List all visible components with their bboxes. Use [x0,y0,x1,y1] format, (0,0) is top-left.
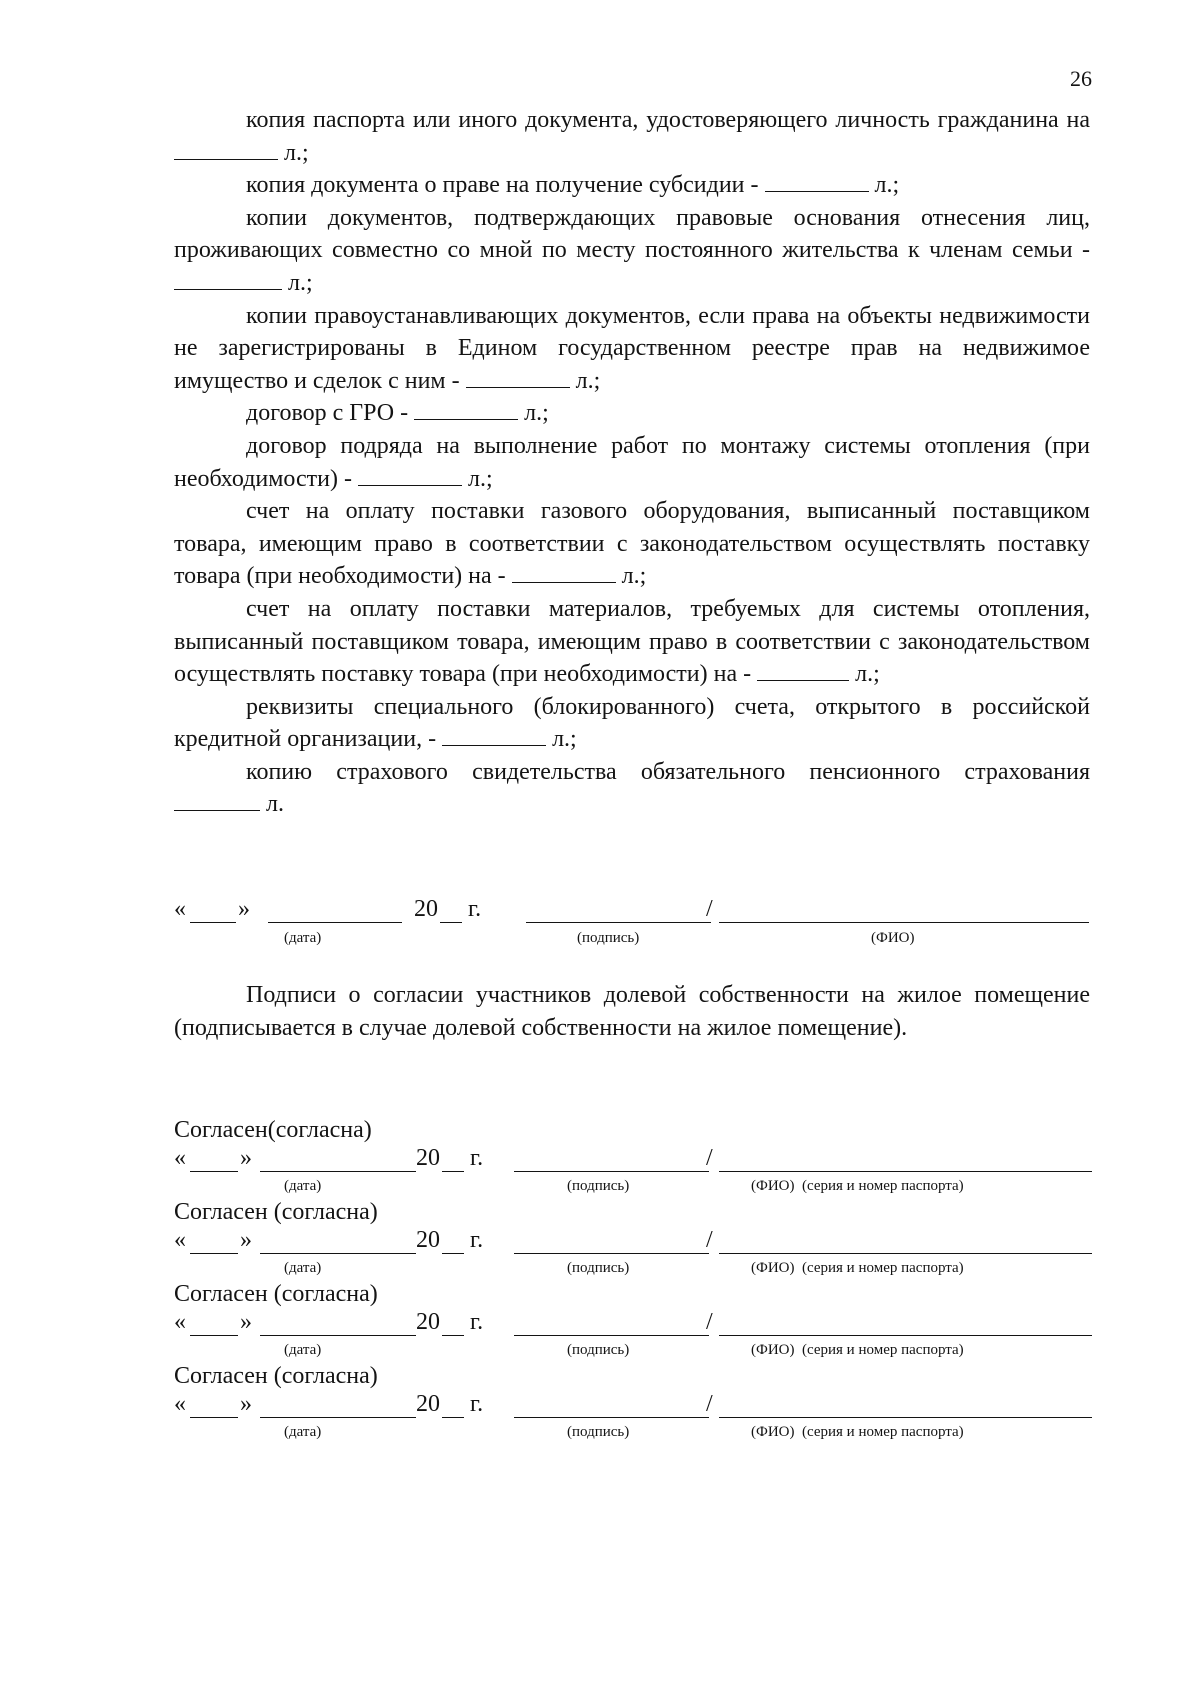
day-field[interactable] [190,1253,238,1254]
consent-signatures [174,1115,1094,1443]
signature-field[interactable] [526,922,711,923]
document-item-text: счет на оплату поставки материалов, требуемых для системы отопления, выписанный поставщиком товара, имеющим право в соответствии с законодательством осуществлять поставку товара (при необходимости) на - [174,595,1090,688]
document-item-text: копии документов, подтверждающих правовые основания отнесения лиц, проживающих совместно со мной по месту постоянного жительства к членам семьи - [174,204,1090,264]
year-suffix: г. [470,1391,484,1417]
year-field[interactable] [440,922,462,923]
fio-field[interactable] [719,1417,1092,1418]
slash: / [706,1309,713,1335]
document-item [174,495,1090,593]
consent-paragraph: Подписи о согласии участников долевой собственности на жилое помещение (подписывается в случае долевой собственности на жилое помещение). [174,982,1090,1041]
sheet-unit: л.; [569,367,601,394]
consent-entry [174,1197,1094,1279]
year-prefix: 20 [416,1309,440,1335]
consent-entry [174,1279,1094,1361]
year-suffix: г. [468,896,482,922]
document-item [174,430,1090,495]
slash: / [706,1145,713,1171]
sheet-count-field[interactable] [442,723,546,746]
open-quote: « [174,1391,186,1417]
fio-passport-caption: (ФИО) (серия и номер паспорта) [751,1342,964,1358]
fio-field[interactable] [719,922,1089,923]
applicant-signature [174,896,1094,950]
fio-field[interactable] [719,1171,1092,1172]
signature-field[interactable] [514,1171,709,1172]
document-list [174,104,1090,821]
close-quote: » [240,1309,252,1335]
document-item [174,169,1090,202]
fio-passport-caption: (ФИО) (серия и номер паспорта) [751,1260,964,1276]
date-caption: (дата) [284,1342,322,1358]
sheet-unit: л. [260,791,284,818]
year-field[interactable] [442,1417,464,1418]
month-field[interactable] [260,1171,416,1172]
sheet-count-field[interactable] [466,365,570,388]
sheet-unit: л.; [518,400,549,427]
consent-label: Согласен (согласна) [174,1281,378,1307]
document-item-text: копия документа о праве на получение субсидии - [246,172,765,199]
signature-field[interactable] [514,1253,709,1254]
sheet-unit: л.; [615,563,647,590]
year-prefix: 20 [416,1145,440,1171]
date-caption: (дата) [284,1424,322,1440]
year-suffix: г. [470,1145,484,1171]
close-quote: » [240,1145,252,1171]
sheet-count-field[interactable] [414,397,518,420]
open-quote: « [174,1227,186,1253]
signature-caption: (подпись) [567,1342,630,1358]
document-item [174,756,1090,821]
sheet-unit: л.; [282,269,313,296]
close-quote: » [240,1227,252,1253]
sheet-count-field[interactable] [174,137,278,160]
month-field[interactable] [260,1253,416,1254]
sheet-count-field[interactable] [174,267,282,290]
slash: / [706,1227,713,1253]
signature-field[interactable] [514,1417,709,1418]
open-quote: « [174,896,186,922]
consent-entry [174,1361,1094,1443]
document-item [174,202,1090,300]
fio-passport-caption: (ФИО) (серия и номер паспорта) [751,1424,964,1440]
sheet-count-field[interactable] [757,658,849,681]
year-field[interactable] [442,1171,464,1172]
year-field[interactable] [442,1335,464,1336]
fio-field[interactable] [719,1335,1092,1336]
document-item-text: договор подряда на выполнение работ по монтажу системы отопления (при необходимости) - [174,432,1090,492]
document-item [174,104,1090,169]
date-caption: (дата) [284,1178,322,1194]
document-item-text: договор с ГРО - [246,400,415,427]
year-suffix: г. [470,1309,484,1335]
close-quote: » [238,896,250,922]
sheet-count-field[interactable] [358,463,462,486]
consent-entry [174,1115,1094,1197]
document-item [174,397,1090,430]
month-field[interactable] [260,1417,416,1418]
close-quote: » [240,1391,252,1417]
sheet-unit: л.; [868,172,900,199]
year-prefix: 20 [416,1391,440,1417]
signature-caption: (подпись) [567,1260,630,1276]
sheet-count-field[interactable] [174,788,260,811]
document-item-text: копию страхового свидетельства обязательного пенсионного страхования [246,758,1090,785]
sheet-count-field[interactable] [765,169,869,192]
document-item [174,593,1090,691]
day-field[interactable] [190,1417,238,1418]
day-field[interactable] [190,922,236,923]
document-item [174,691,1090,756]
consent-label: Согласен(согласна) [174,1117,372,1143]
fio-passport-caption: (ФИО) (серия и номер паспорта) [751,1178,964,1194]
signature-caption: (подпись) [567,1424,630,1440]
sheet-unit: л.; [849,661,880,688]
year-prefix: 20 [416,1227,440,1253]
document-item-text: копия паспорта или иного документа, удостоверяющего личность гражданина на [246,107,1090,133]
open-quote: « [174,1309,186,1335]
signature-caption: (подпись) [577,930,640,946]
month-field[interactable] [260,1335,416,1336]
date-caption: (дата) [284,1260,322,1276]
page-number: 26 [1070,66,1092,91]
signature-field[interactable] [514,1335,709,1336]
document-item-text: копии правоустанавливающих документов, если права на объекты недвижимости не зарегистрированы в Едином государственном реестре прав на недвижимое имущество и сделок с ним - [174,302,1090,394]
year-field[interactable] [442,1253,464,1254]
date-caption: (дата) [284,930,322,946]
day-field[interactable] [190,1171,238,1172]
sheet-unit: л.; [462,465,493,492]
day-field[interactable] [190,1335,238,1336]
signature-caption: (подпись) [567,1178,630,1194]
month-field[interactable] [268,922,402,923]
open-quote: « [174,1145,186,1171]
year-suffix: г. [470,1227,484,1253]
document-item-text: счет на оплату поставки газового оборудования, выписанный поставщиком товара, имеющим право в соответствии с законодательством осуществлять поставку товара (при необходимости) на - [174,498,1090,590]
year-prefix: 20 [414,896,438,922]
consent-label: Согласен (согласна) [174,1199,378,1225]
fio-caption: (ФИО) [871,930,915,946]
fio-field[interactable] [719,1253,1092,1254]
sheet-count-field[interactable] [512,560,616,583]
consent-label: Согласен (согласна) [174,1363,378,1389]
document-item-text: реквизиты специального (блокированного) счета, открытого в российской кредитной организации, - [174,693,1090,753]
slash: / [706,1391,713,1417]
slash: / [706,896,713,922]
sheet-unit: л.; [278,139,309,166]
sheet-unit: л.; [546,726,577,753]
document-item [174,300,1090,398]
